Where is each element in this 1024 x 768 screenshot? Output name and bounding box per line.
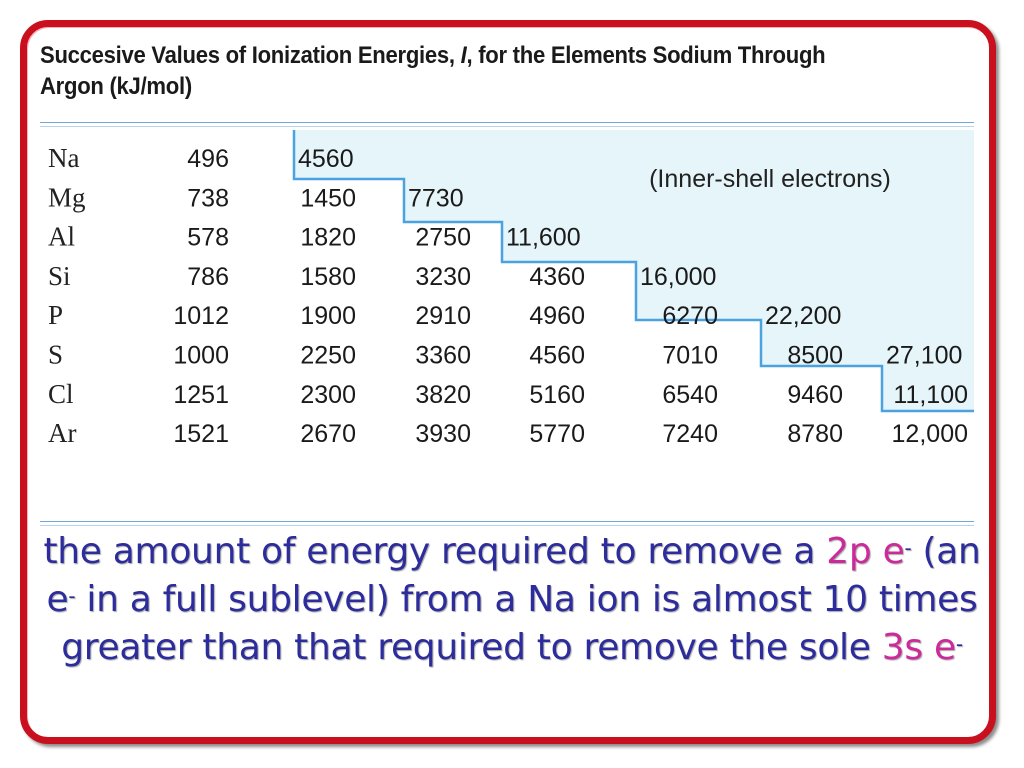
element-symbol: Mg bbox=[48, 182, 86, 213]
table-cell: 4560 bbox=[298, 145, 354, 173]
table-cell: 1521 bbox=[173, 420, 229, 449]
table-cell: 578 bbox=[187, 223, 229, 252]
table-cell: 3930 bbox=[415, 420, 471, 449]
table-cell: 6270 bbox=[662, 302, 718, 331]
table-cell: 1450 bbox=[300, 184, 356, 213]
table-cell: 1000 bbox=[173, 341, 229, 370]
table-cell: 1012 bbox=[173, 302, 229, 331]
table-cell: 2670 bbox=[300, 420, 356, 449]
table-cell: 11,100 bbox=[893, 380, 968, 409]
table-cell: 738 bbox=[187, 184, 229, 213]
table-cell: 1580 bbox=[300, 262, 356, 291]
element-symbol: S bbox=[48, 339, 64, 370]
table-cell: 2750 bbox=[415, 223, 471, 252]
table-cell: 6540 bbox=[662, 380, 718, 409]
highlight-2p-electron: 2p e bbox=[826, 531, 905, 572]
table-cell: 8780 bbox=[787, 420, 843, 449]
table-cell: 786 bbox=[187, 262, 229, 291]
table-title: Succesive Values of Ionization Energies, I, for the Elements Sodium Through Argon (kJ/mol) bbox=[40, 42, 826, 100]
element-symbol: Ar bbox=[48, 418, 77, 449]
table-cell: 9460 bbox=[787, 380, 843, 409]
table-cell: 8500 bbox=[787, 341, 843, 370]
table-cell: 3820 bbox=[415, 380, 471, 409]
element-symbol: Al bbox=[48, 221, 75, 252]
table-cell: 3230 bbox=[415, 262, 471, 291]
table-cell: 7010 bbox=[662, 341, 718, 370]
table-cell: 16,000 bbox=[640, 262, 717, 291]
table-cell: 4560 bbox=[529, 341, 585, 370]
table-cell: 12,000 bbox=[891, 420, 968, 449]
table-cell: 5160 bbox=[529, 380, 585, 409]
table-cell: 11,600 bbox=[506, 223, 581, 252]
table-cell: 4360 bbox=[529, 262, 585, 291]
table-cell: 4960 bbox=[529, 302, 585, 331]
table-bottom-rule bbox=[40, 521, 974, 526]
element-symbol: P bbox=[48, 300, 64, 331]
table-cell: 2910 bbox=[415, 302, 471, 331]
caption: the amount of energy required to remove a 2p e- (an e- in a full sublevel) from a Na ion is almost 10 times greater than that required to remove the sole 3s e- bbox=[43, 531, 981, 668]
table-cell: 2300 bbox=[300, 380, 356, 409]
table-cell: 1820 bbox=[300, 223, 356, 252]
element-symbol: Na bbox=[48, 143, 80, 173]
table-cell: 2250 bbox=[300, 341, 356, 370]
table-cell: 5770 bbox=[529, 420, 585, 449]
table-cell: 496 bbox=[187, 145, 229, 173]
table-cell: 7240 bbox=[662, 420, 718, 449]
element-symbol: Cl bbox=[48, 378, 74, 409]
table-cell: 27,100 bbox=[886, 341, 963, 370]
table-cell: 1251 bbox=[173, 380, 229, 409]
inner-shell-label: (Inner-shell electrons) bbox=[649, 165, 891, 193]
table-cell: 22,200 bbox=[765, 302, 842, 331]
table-cell: 3360 bbox=[415, 341, 471, 370]
element-symbol: Si bbox=[48, 260, 71, 291]
table-cell: 7730 bbox=[408, 184, 464, 213]
table-cell: 1900 bbox=[300, 302, 356, 331]
highlight-3s-electron: 3s e bbox=[881, 627, 956, 668]
